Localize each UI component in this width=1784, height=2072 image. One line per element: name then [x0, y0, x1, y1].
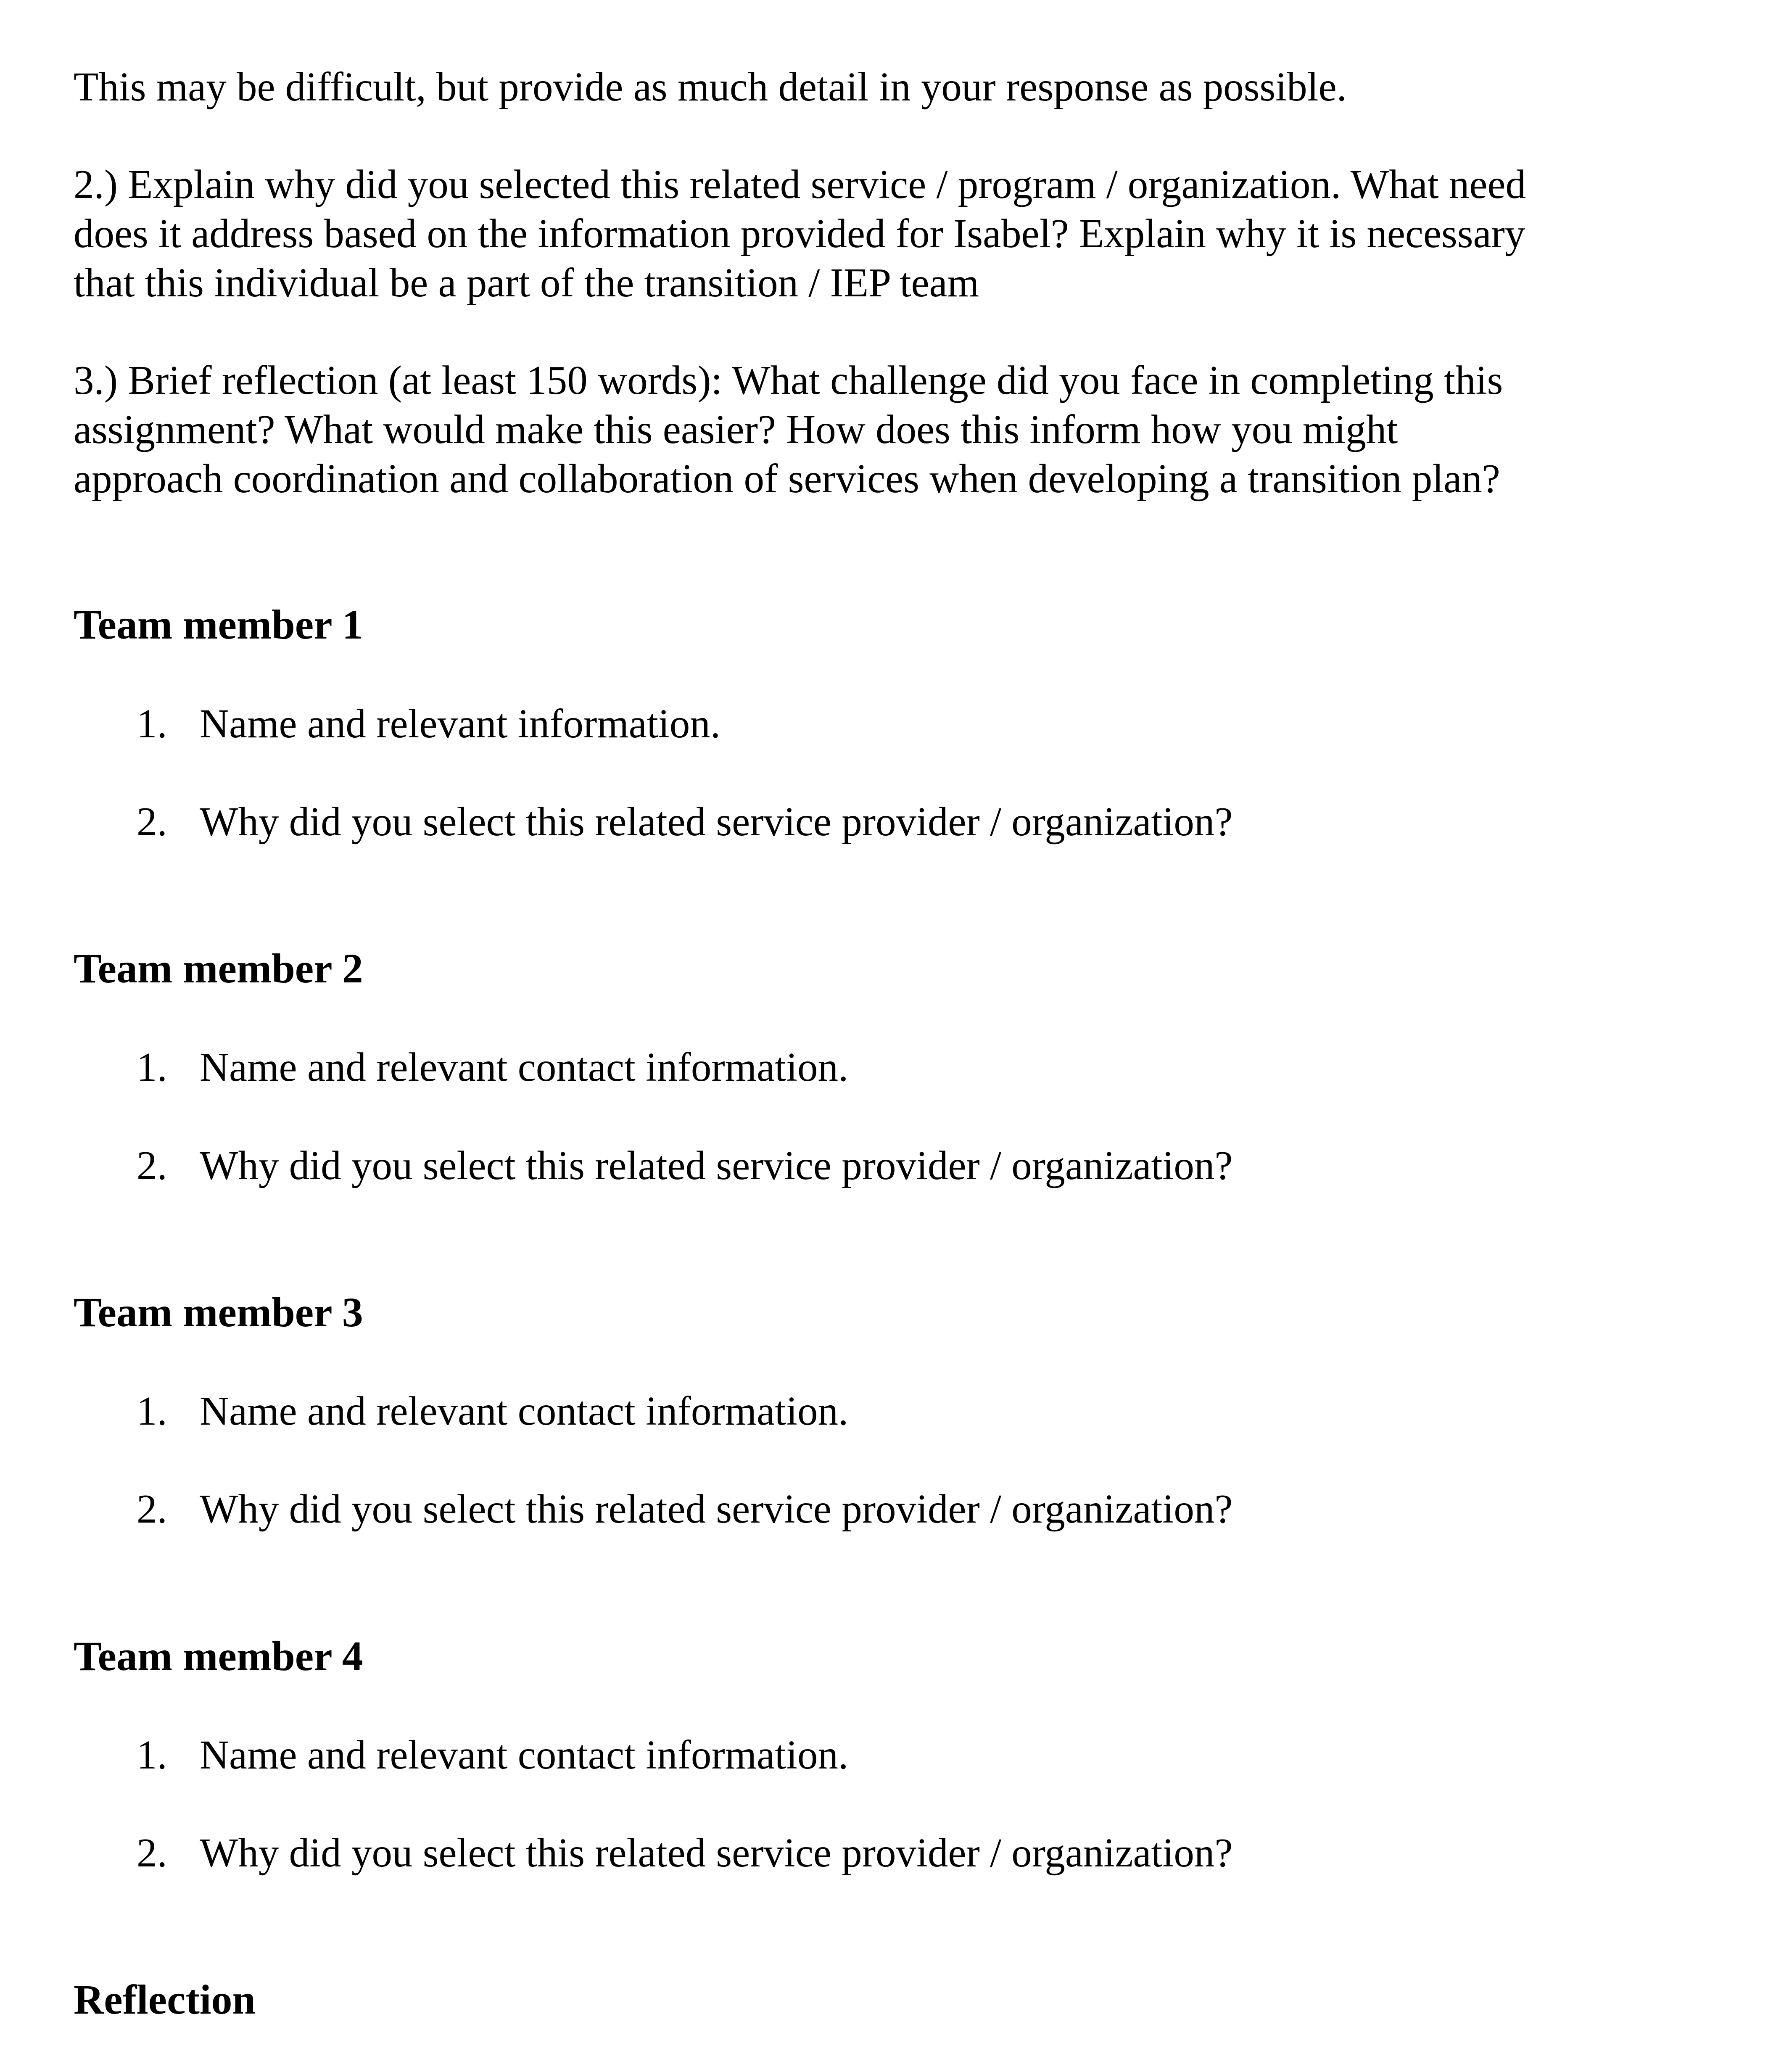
intro-text: This may be difficult, but provide as much detail in your response as possible. [74, 64, 1347, 109]
list-item [137, 1828, 1232, 1877]
list-item-number: 2. [137, 799, 167, 844]
question-3-line: assignment? What would make this easier? How does this inform how you might [74, 407, 1398, 452]
list-item [137, 1386, 848, 1436]
question-3-line: approach coordination and collaboration of services when developing a transition plan? [74, 456, 1500, 501]
list-item-number: 1. [137, 701, 167, 746]
list-item [137, 1043, 848, 1092]
list-item-number: 2. [137, 1486, 167, 1531]
list-item-text: Why did you select this related service provider / organization? [200, 1143, 1233, 1188]
list-item-text: Why did you select this related service provider / organization? [200, 799, 1233, 844]
list-item-text: Why did you select this related service provider / organization? [200, 1486, 1233, 1531]
team-member-heading: Team member 3 [74, 1289, 363, 1336]
list-item-number: 1. [137, 1732, 167, 1777]
question-2-line: that this individual be a part of the transition / IEP team [74, 260, 979, 305]
question-2-line: does it address based on the information provided for Isabel? Explain why it is necessary [74, 211, 1525, 256]
list-item-text: Name and relevant contact information. [200, 1732, 849, 1777]
reflection-heading: Reflection [74, 1976, 256, 2023]
list-item-text: Name and relevant contact information. [200, 1388, 849, 1433]
list-item-text: Why did you select this related service provider / organization? [200, 1830, 1233, 1875]
list-item [137, 1730, 848, 1779]
list-item-number: 1. [137, 1388, 167, 1433]
list-item-number: 2. [137, 1830, 167, 1875]
list-item-text: Name and relevant contact information. [200, 1045, 849, 1090]
list-item [137, 1141, 1232, 1190]
list-item-number: 2. [137, 1143, 167, 1188]
question-2-line: 2.) Explain why did you selected this related service / program / organization. What need [74, 162, 1526, 207]
team-member-heading: Team member 1 [74, 601, 363, 648]
list-item-number: 1. [137, 1045, 167, 1090]
team-member-heading: Team member 2 [74, 945, 363, 992]
list-item [137, 699, 720, 748]
list-item-text: Name and relevant information. [200, 701, 720, 746]
list-item [137, 1484, 1232, 1534]
list-item [137, 797, 1232, 846]
team-member-heading: Team member 4 [74, 1633, 363, 1679]
question-3-line: 3.) Brief reflection (at least 150 words): What challenge did you face in completing this [74, 358, 1503, 403]
